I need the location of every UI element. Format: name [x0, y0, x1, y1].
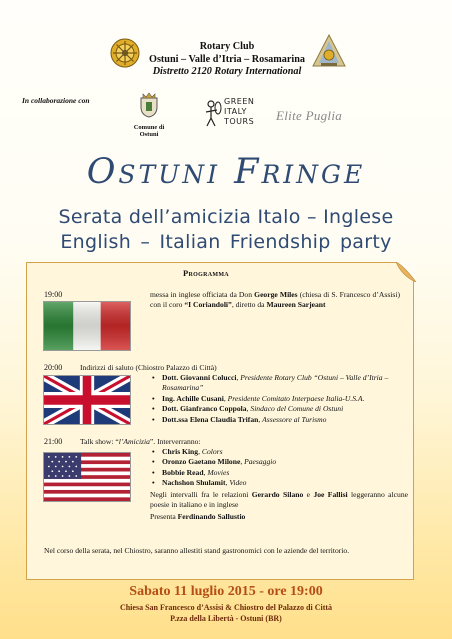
event-title: Ostuni Fringe — [86, 152, 366, 192]
presenter-line: Presenta Ferdinando Sallustio — [150, 512, 246, 522]
subtitle-italian: Serata dell’amicizia Italo – Inglese — [58, 206, 394, 228]
speakers-list — [150, 447, 408, 489]
food-stands-note: Nel corso della serata, nel Chiostro, saranno allestiti stand gastronomici con le aziende del territorio. — [44, 546, 350, 555]
rotary-wheel-logo — [110, 38, 140, 68]
green-word: GREEN — [224, 97, 255, 106]
elite-puglia-logo: Elite Puglia — [276, 108, 343, 123]
italy-word: ITALY — [224, 107, 247, 116]
trulli-club-logo — [311, 33, 347, 69]
time-2100: 21:00 — [44, 437, 63, 446]
district-label: Distretto 2120 Rotary International — [152, 66, 302, 77]
program-heading: Programma — [183, 268, 229, 278]
event-date: Sabato 11 luglio 2015 - ore 19:00 — [129, 584, 323, 599]
list-item: • Dott. Gianfranco Coppola, Sindaco del Comune di Ostuni — [150, 404, 408, 414]
talk-show-details — [150, 447, 408, 523]
list-item: • Oronzo Gaetano Milone, Paesaggio — [150, 457, 408, 467]
club-label: Rotary Club — [199, 41, 255, 52]
page-curl-decoration — [396, 262, 416, 282]
list-item: • Dott.ssa Elena Claudia Trifan, Assessore al Turismo — [150, 415, 408, 425]
event-address: P.zza della Libertà - Ostuni (BR) — [170, 614, 282, 623]
poetry-note: Negli intervalli fra le relazioni Gerardo Silano e Joe Fallisi leggeranno alcune poesie in italiano e in inglese — [150, 489, 408, 510]
collaboration-label: In collaborazione con — [22, 96, 90, 105]
time-1900: 19:00 — [44, 290, 63, 299]
comune-caption: Comune di Ostuni — [133, 124, 165, 138]
uk-flag-image — [43, 375, 131, 425]
mass-description: messa in inglese officiata da Don George Miles (chiesa di S. Francesco d’Assisi) con il coro “I Coriandoli”, diretto da Maureen Sarjeant — [150, 290, 400, 310]
greetings-list — [150, 373, 408, 425]
list-item: • Dott. Giovanni Colucci, Presidente Rotary Club “Ostuni – Valle d’Itria – Rosamarina” — [150, 373, 408, 394]
comune-logo — [124, 92, 174, 138]
event-venue: Chiesa San Francesco d’Assisi & Chiostro del Palazzo di Città — [119, 603, 333, 612]
us-flag-image — [43, 452, 131, 502]
subtitle-english: English – Italian Friendship party — [60, 231, 392, 253]
green-italy-tours-text — [224, 97, 254, 127]
italian-flag-image — [43, 301, 131, 351]
talk-show-heading: Talk show: “l’Amicizia”. Interverranno: — [80, 437, 201, 446]
greetings-heading: Indirizzi di saluto (Chiostro Palazzo di Città) — [80, 363, 217, 372]
rotary-header — [142, 41, 312, 79]
list-item: • Nachshon Shulamit, Video — [150, 478, 408, 488]
list-item: • Chris King, Colors — [150, 447, 408, 457]
tours-word: TOURS — [224, 117, 255, 126]
list-item: • Bobbie Read, Movies — [150, 468, 408, 478]
list-item: • Ing. Achille Cusani, Presidente Comitato Interpaese Italia-U.S.A. — [150, 394, 408, 404]
coat-of-arms-icon — [138, 92, 160, 118]
time-2000: 20:00 — [44, 363, 63, 372]
club-name: Ostuni – Valle d’Itria – Rosamarina — [149, 53, 305, 65]
